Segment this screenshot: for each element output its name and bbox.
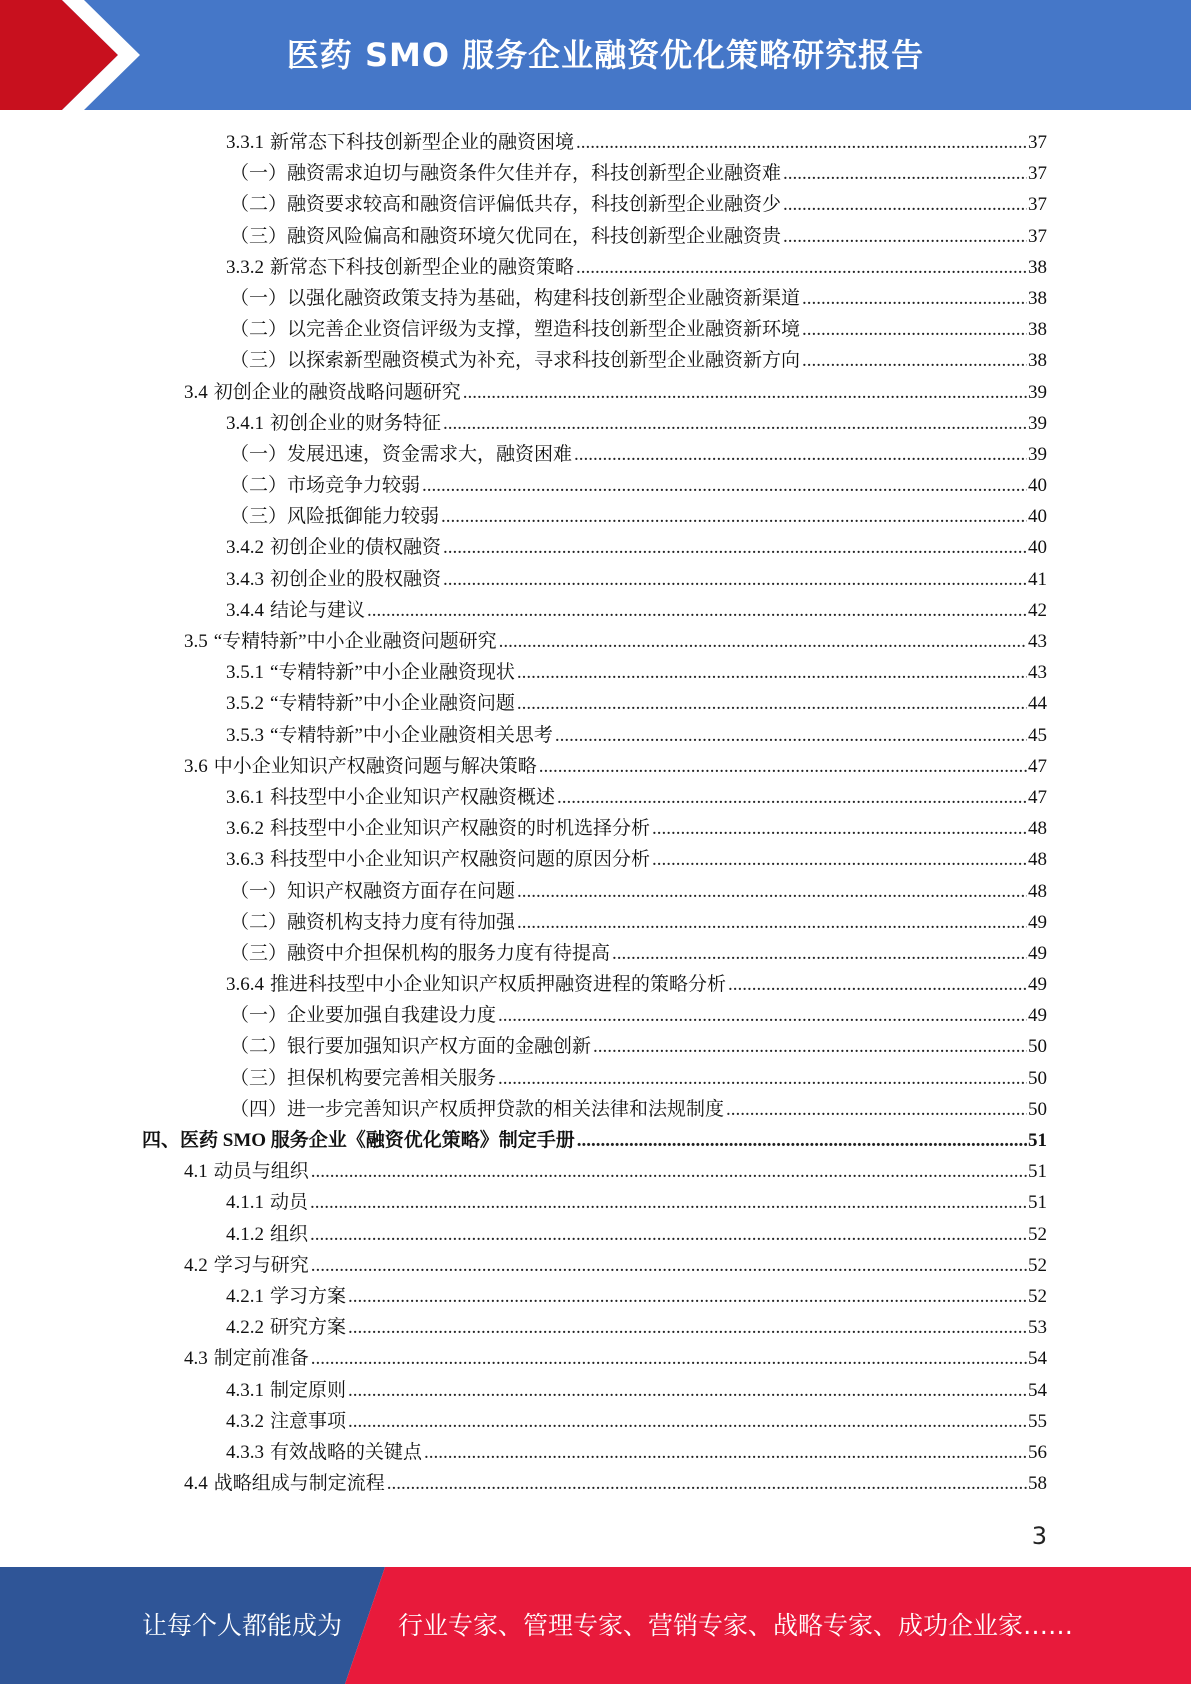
toc-entry-number: 3.3.1 [226, 132, 264, 153]
toc-entry[interactable] [0, 377, 1191, 408]
toc-dot-leader [783, 189, 1027, 220]
toc-dot-leader [310, 1187, 1027, 1218]
toc-entry-page: 50 [1028, 1098, 1047, 1120]
toc-entry[interactable] [0, 1187, 1191, 1218]
toc-entry-number: 4.3 [184, 1348, 208, 1370]
toc-entry-label: 有效战略的关键点 [270, 1441, 423, 1463]
toc-entry-title [230, 470, 420, 501]
toc-entry[interactable] [0, 221, 1191, 252]
toc-entry-page: 56 [1028, 1441, 1047, 1463]
footer-slogan-right: 行业专家、管理专家、营销专家、战略专家、成功企业家…… [398, 1611, 1074, 1640]
toc-entry-label: 新常态下科技创新型企业的融资策略 [270, 256, 575, 278]
toc-dot-leader [517, 907, 1027, 938]
toc-entry-page: 51 [1028, 1130, 1047, 1151]
toc-entry[interactable] [0, 1375, 1191, 1406]
toc-entry-title [184, 1156, 309, 1187]
toc-entry[interactable] [0, 969, 1191, 1000]
toc-entry-label: 推进科技型中小企业知识产权质押融资进程的策略分析 [270, 974, 727, 996]
toc-entry-page: 38 [1028, 256, 1047, 278]
toc-entry[interactable] [0, 1281, 1191, 1312]
toc-entry-title [226, 127, 574, 158]
toc-entry-number: 3.6 [184, 755, 208, 777]
toc-entry-label: 初创企业的融资战略问题研究 [213, 381, 461, 403]
toc-dot-leader [443, 564, 1027, 595]
toc-entry-label: （四）进一步完善知识产权质押贷款的相关法律和法规制度 [230, 1098, 725, 1120]
toc-entry-title [230, 189, 781, 220]
toc-entry[interactable] [0, 595, 1191, 626]
toc-entry-title [226, 1219, 308, 1250]
toc-entry-number: 4.3.2 [226, 1410, 264, 1432]
toc-entry[interactable] [0, 1031, 1191, 1062]
toc-entry-label: 动员与组织 [213, 1161, 309, 1183]
toc-dot-leader [348, 1281, 1027, 1312]
toc-entry-page: 54 [1028, 1348, 1047, 1370]
toc-entry-page: 48 [1028, 818, 1047, 840]
toc-entry-label: （三）担保机构要完善相关服务 [230, 1067, 497, 1089]
toc-entry-page: 51 [1028, 1161, 1047, 1183]
toc-dot-leader [517, 876, 1027, 907]
toc-entry-page: 49 [1028, 974, 1047, 996]
toc-dot-leader [557, 782, 1027, 813]
toc-entry-page: 49 [1028, 942, 1047, 964]
toc-entry[interactable] [0, 907, 1191, 938]
toc-entry-label: （二）银行要加强知识产权方面的金融创新 [230, 1036, 592, 1058]
toc-entry-page: 54 [1028, 1379, 1047, 1401]
toc-entry-page: 49 [1028, 911, 1047, 933]
toc-dot-leader [367, 595, 1027, 626]
toc-dot-leader [517, 657, 1027, 688]
toc-entry-title [226, 532, 441, 563]
toc-entry-number: 3.6.3 [226, 849, 264, 871]
toc-entry[interactable] [0, 439, 1191, 470]
toc-entry-title [184, 626, 497, 657]
toc-entry-title [230, 876, 515, 907]
toc-entry[interactable] [0, 1063, 1191, 1094]
toc-entry-label: （一）知识产权融资方面存在问题 [230, 880, 516, 902]
toc-entry-label: 结论与建议 [270, 599, 366, 621]
toc-dot-leader [726, 1094, 1027, 1125]
toc-dot-leader [499, 626, 1027, 657]
toc-entry-title [230, 1063, 496, 1094]
toc-entry-title [230, 283, 800, 314]
toc-entry-label: 学习与研究 [213, 1254, 309, 1276]
toc-entry-page: 41 [1028, 568, 1047, 590]
toc-entry-page: 44 [1028, 693, 1047, 715]
toc-entry-label: 战略组成与制定流程 [213, 1473, 385, 1495]
report-title: 医药 SMO 服务企业融资优化策略研究报告 [286, 36, 925, 74]
toc-entry[interactable] [0, 1437, 1191, 1468]
toc-entry-page: 45 [1028, 724, 1047, 746]
toc-entry-page: 52 [1028, 1223, 1047, 1245]
toc-entry-label: 科技型中小企业知识产权融资问题的原因分析 [270, 849, 651, 871]
toc-entry-page: 52 [1028, 1285, 1047, 1307]
toc-entry-label: “专精特新”中小企业融资相关思考 [270, 724, 553, 746]
toc-entry-title [184, 751, 537, 782]
toc-entry-number: 3.4.1 [226, 412, 264, 434]
toc-dot-leader [539, 751, 1027, 782]
toc-entry-title [226, 844, 650, 875]
toc-dot-leader [443, 408, 1027, 439]
toc-dot-leader [576, 127, 1027, 158]
toc-entry-page: 38 [1028, 319, 1047, 341]
toc-entry-label: （三）以探索新型融资模式为补充，寻求科技创新型企业融资新方向 [230, 350, 801, 372]
toc-entry[interactable] [0, 1219, 1191, 1250]
toc-entry-page: 48 [1028, 880, 1047, 902]
toc-entry-title [184, 377, 461, 408]
toc-entry[interactable] [0, 564, 1191, 595]
toc-dot-leader [424, 1437, 1027, 1468]
toc-entry[interactable] [0, 1000, 1191, 1031]
page-number: 3 [1031, 1522, 1047, 1550]
toc-dot-leader [783, 158, 1027, 189]
toc-entry-page: 42 [1028, 599, 1047, 621]
toc-entry-title [230, 1000, 496, 1031]
toc-entry-page: 38 [1028, 350, 1047, 372]
toc-entry-label: 初创企业的财务特征 [270, 412, 442, 434]
page-header [0, 0, 1191, 110]
toc-dot-leader [463, 377, 1027, 408]
toc-entry-label: 制定原则 [270, 1379, 347, 1401]
toc-entry-number: 3.4 [184, 381, 208, 403]
toc-entry-label: 科技型中小企业知识产权融资概述 [270, 786, 556, 808]
toc-entry[interactable] [0, 501, 1191, 532]
toc-dot-leader [555, 720, 1027, 751]
page-footer [0, 1567, 1191, 1684]
toc-dot-leader [441, 501, 1027, 532]
toc-entry-title [226, 252, 574, 283]
toc-entry-label: 新常态下科技创新型企业的融资困境 [270, 132, 575, 153]
toc-entry-page: 39 [1028, 381, 1047, 403]
toc-dot-leader [311, 1343, 1027, 1374]
toc-entry-number: 3.4.3 [226, 568, 264, 590]
toc-entry[interactable] [0, 751, 1191, 782]
toc-entry-number: 3.5.2 [226, 693, 264, 715]
toc-entry-number: 4.1.2 [226, 1223, 264, 1245]
toc-entry[interactable] [0, 314, 1191, 345]
toc-entry-title [230, 314, 800, 345]
toc-entry-title [226, 564, 441, 595]
toc-entry-title [230, 345, 800, 376]
toc-entry-label: 制定前准备 [213, 1348, 309, 1370]
toc-entry-title [184, 1250, 309, 1281]
toc-dot-leader [443, 532, 1027, 563]
toc-entry[interactable] [0, 1312, 1191, 1343]
toc-entry-label: 注意事项 [270, 1410, 347, 1432]
toc-entry[interactable] [0, 252, 1191, 283]
toc-entry[interactable] [0, 283, 1191, 314]
toc-dot-leader [652, 844, 1027, 875]
toc-entry[interactable] [0, 532, 1191, 563]
toc-entry-label: （一）以强化融资政策支持为基础，构建科技创新型企业融资新渠道 [230, 287, 801, 309]
toc-entry[interactable] [0, 1406, 1191, 1437]
toc-entry-page: 37 [1028, 194, 1047, 216]
toc-dot-leader [310, 1219, 1027, 1250]
toc-entry-title [230, 1094, 724, 1125]
toc-entry-title [230, 439, 572, 470]
toc-entry-label: 科技型中小企业知识产权融资的时机选择分析 [270, 818, 651, 840]
toc-entry[interactable] [0, 345, 1191, 376]
toc-entry-page: 47 [1028, 755, 1047, 777]
toc-entry-page: 50 [1028, 1067, 1047, 1089]
toc-entry-page: 39 [1028, 412, 1047, 434]
toc-dot-leader [802, 345, 1027, 376]
toc-entry-title [226, 969, 726, 1000]
toc-entry-title [226, 1187, 308, 1218]
toc-entry-label: 初创企业的股权融资 [270, 568, 442, 590]
toc-dot-leader [517, 688, 1027, 719]
toc-entry[interactable] [0, 470, 1191, 501]
toc-dot-leader [422, 470, 1027, 501]
toc-entry-number: 4.4 [184, 1473, 208, 1495]
toc-entry[interactable] [0, 688, 1191, 719]
toc-entry-label: 中小企业知识产权融资问题与解决策略 [213, 755, 537, 777]
toc-dot-leader [728, 969, 1027, 1000]
toc-entry[interactable] [0, 408, 1191, 439]
toc-entry[interactable] [0, 813, 1191, 844]
toc-entry[interactable] [0, 720, 1191, 751]
toc-entry-label: （三）风险抵御能力较弱 [230, 506, 440, 528]
toc-entry-title [226, 720, 553, 751]
toc-entry-page: 51 [1028, 1192, 1047, 1214]
toc-entry-title [230, 938, 610, 969]
toc-entry-page: 43 [1028, 662, 1047, 684]
toc-entry[interactable] [0, 189, 1191, 220]
toc-entry-page: 48 [1028, 849, 1047, 871]
toc-entry-number: 4.1 [184, 1161, 208, 1183]
toc-dot-leader [652, 813, 1027, 844]
toc-entry-title [230, 158, 781, 189]
toc-entry-number: 3.6.1 [226, 786, 264, 808]
toc-entry-title [226, 813, 650, 844]
toc-entry-label: （一）融资需求迫切与融资条件欠佳并存，科技创新型企业融资难 [230, 163, 782, 185]
toc-entry-label: （二）市场竞争力较弱 [230, 475, 421, 497]
toc-entry[interactable] [0, 626, 1191, 657]
toc-entry-number: 4.2 [184, 1254, 208, 1276]
toc-entry[interactable] [0, 782, 1191, 813]
toc-entry-label: （二）融资机构支持力度有待加强 [230, 911, 516, 933]
toc-dot-leader [577, 1125, 1027, 1156]
toc-entry[interactable] [0, 657, 1191, 688]
toc-entry-page: 40 [1028, 506, 1047, 528]
toc-entry-number: 3.3.2 [226, 256, 264, 278]
toc-dot-leader [574, 439, 1027, 470]
table-of-contents [0, 127, 1191, 1499]
toc-entry-label: （三）融资风险偏高和融资环境欠优同在，科技创新型企业融资贵 [230, 225, 782, 247]
toc-dot-leader [802, 314, 1027, 345]
toc-entry-number: 3.5 [184, 631, 208, 652]
toc-entry-title [230, 1031, 591, 1062]
toc-entry-label: “专精特新”中小企业融资现状 [270, 662, 515, 684]
toc-entry-number: 3.6.4 [226, 974, 264, 996]
toc-entry-title [142, 1125, 575, 1156]
toc-entry-page: 40 [1028, 475, 1047, 497]
toc-dot-leader [311, 1156, 1027, 1187]
toc-entry[interactable] [0, 1468, 1191, 1499]
toc-dot-leader [802, 283, 1027, 314]
toc-entry-page: 38 [1028, 287, 1047, 309]
toc-entry-label: （一）发展迅速，资金需求大，融资困难 [230, 443, 573, 465]
toc-dot-leader [498, 1000, 1027, 1031]
toc-entry-number: 4.1.1 [226, 1192, 264, 1214]
toc-entry-number: 3.4.4 [226, 599, 264, 621]
toc-entry-number: 3.5.3 [226, 724, 264, 746]
toc-entry-label: （一）企业要加强自我建设力度 [230, 1005, 497, 1027]
toc-entry-label: 研究方案 [270, 1317, 347, 1339]
toc-dot-leader [576, 252, 1027, 283]
toc-entry-title [230, 907, 515, 938]
toc-entry[interactable] [0, 938, 1191, 969]
toc-entry-title [226, 688, 515, 719]
toc-entry[interactable] [0, 1125, 1191, 1156]
toc-entry[interactable] [0, 844, 1191, 875]
toc-dot-leader [311, 1250, 1027, 1281]
toc-entry-label: “专精特新”中小企业融资问题 [270, 693, 515, 715]
toc-entry-label: 初创企业的债权融资 [270, 537, 442, 559]
toc-entry-label: （二）融资要求较高和融资信评偏低共存，科技创新型企业融资少 [230, 194, 782, 216]
toc-entry-page: 39 [1028, 443, 1047, 465]
toc-entry-number: 3.6.2 [226, 818, 264, 840]
toc-entry-number: 3.5.1 [226, 662, 264, 684]
toc-entry-label: 动员 [270, 1192, 309, 1214]
toc-entry-title [226, 408, 441, 439]
toc-dot-leader [612, 938, 1027, 969]
toc-entry-label: 四、医药 SMO 服务企业《融资优化策略》制定手册 [142, 1130, 575, 1151]
toc-entry-title [226, 595, 365, 626]
toc-entry-title [230, 501, 439, 532]
toc-entry[interactable] [0, 1343, 1191, 1374]
toc-entry-title [230, 221, 781, 252]
toc-entry-page: 49 [1028, 1005, 1047, 1027]
toc-entry-title [226, 1406, 346, 1437]
toc-dot-leader [593, 1031, 1027, 1062]
toc-entry-page: 52 [1028, 1254, 1047, 1276]
toc-entry-page: 55 [1028, 1410, 1047, 1432]
toc-entry-number: 3.4.2 [226, 537, 264, 559]
toc-entry-number: 4.2.2 [226, 1317, 264, 1339]
toc-entry[interactable] [0, 876, 1191, 907]
toc-entry-title [184, 1343, 309, 1374]
toc-dot-leader [387, 1468, 1027, 1499]
toc-entry[interactable] [0, 1156, 1191, 1187]
toc-entry-page: 37 [1028, 225, 1047, 247]
toc-entry-page: 40 [1028, 537, 1047, 559]
toc-entry-page: 43 [1028, 631, 1047, 652]
toc-dot-leader [498, 1063, 1027, 1094]
toc-entry-title [226, 657, 515, 688]
toc-entry-label: （二）以完善企业资信评级为支撑，塑造科技创新型企业融资新环境 [230, 319, 801, 341]
toc-dot-leader [348, 1375, 1027, 1406]
toc-entry[interactable] [0, 127, 1191, 158]
toc-entry-page: 58 [1028, 1473, 1047, 1495]
footer-slogan-left: 让每个人都能成为 [142, 1611, 343, 1640]
toc-entry-title [184, 1468, 385, 1499]
toc-entry-page: 53 [1028, 1317, 1047, 1339]
toc-entry-label: 学习方案 [270, 1285, 347, 1307]
toc-entry-title [226, 1437, 422, 1468]
toc-entry-page: 47 [1028, 786, 1047, 808]
toc-dot-leader [348, 1312, 1027, 1343]
toc-entry-label: 组织 [270, 1223, 309, 1245]
toc-dot-leader [783, 221, 1027, 252]
toc-entry[interactable] [0, 1250, 1191, 1281]
toc-entry-label: “专精特新”中小企业融资问题研究 [213, 631, 497, 652]
toc-entry-title [226, 1375, 346, 1406]
toc-entry-number: 4.3.1 [226, 1379, 264, 1401]
toc-entry-title [226, 1281, 346, 1312]
toc-entry-number: 4.3.3 [226, 1441, 264, 1463]
toc-dot-leader [348, 1406, 1027, 1437]
toc-entry-label: （三）融资中介担保机构的服务力度有待提高 [230, 942, 611, 964]
toc-entry[interactable] [0, 158, 1191, 189]
toc-entry-title [226, 782, 555, 813]
toc-entry-title [226, 1312, 346, 1343]
toc-entry-number: 4.2.1 [226, 1285, 264, 1307]
toc-entry-page: 37 [1028, 132, 1047, 153]
toc-entry-page: 50 [1028, 1036, 1047, 1058]
toc-entry[interactable] [0, 1094, 1191, 1125]
toc-entry-page: 37 [1028, 163, 1047, 185]
